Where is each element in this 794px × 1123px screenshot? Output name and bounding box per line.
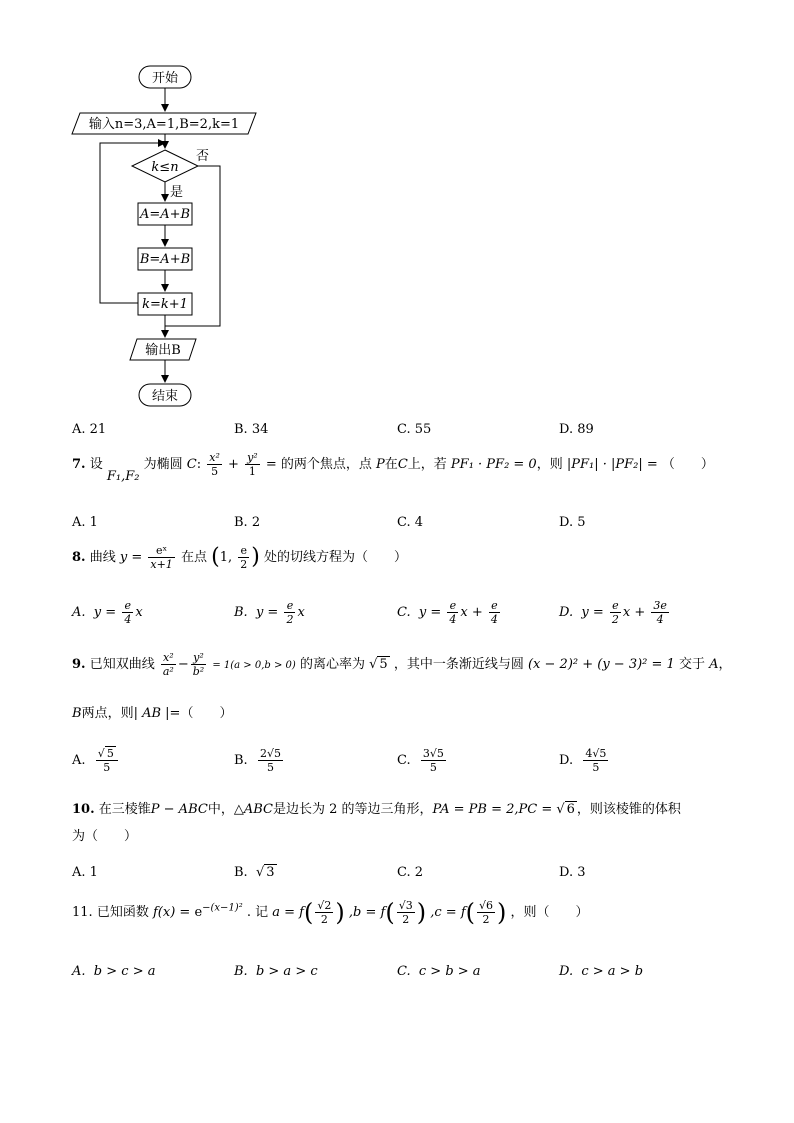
flow-step1-label: A=A+B <box>139 207 191 222</box>
q7-text4: ，则 <box>536 457 563 472</box>
q7-eq-equals: = <box>265 457 277 472</box>
q8-option-a[interactable]: A. y = $\frac{e}{4}$ x <box>72 599 143 626</box>
q10-option-b[interactable]: B. √ 3 <box>234 865 275 880</box>
q9-post1: ，其中一条渐近线与圆 <box>393 657 524 672</box>
q10-stem-line2: 为（ ） <box>72 829 138 844</box>
q7-option-c[interactable]: C. 4 <box>397 515 424 530</box>
q8-number: 8. <box>72 550 86 565</box>
q8-y-eq: y = <box>119 550 143 565</box>
q8-point-frac: $\frac{e}{2}$ <box>240 544 248 571</box>
q8-option-d[interactable]: D. y = $\frac{e}{2}$ x + $\frac{3e}{4}$ <box>559 599 667 626</box>
q6-option-d[interactable]: D. 89 <box>559 422 594 437</box>
q6-option-c[interactable]: C. 55 <box>397 422 432 437</box>
q7-paren: （ ） <box>661 457 714 472</box>
q7-c-label-2: C <box>397 457 408 472</box>
q7-option-a[interactable]: A. 1 <box>72 515 98 530</box>
q7-eq-y-frac: $\frac{\text{y²}}{1}$ <box>247 451 258 478</box>
flow-end-label: 结束 <box>151 389 179 404</box>
flow-step3-label: k=k+1 <box>142 297 188 312</box>
flowchart <box>0 0 794 420</box>
flow-no-label: 否 <box>196 149 210 164</box>
q9-post2: 交于 <box>678 657 705 672</box>
q7-text-pre: 设 <box>89 457 103 472</box>
q9-pre: 已知双曲线 <box>89 657 155 672</box>
q7-eq-plus: + <box>228 457 239 472</box>
q9-y-frac: $\frac{\text{y²}}{\text{b²}}$ <box>192 651 205 678</box>
q9-stem-line2: B两点，则| AB |=（ ） <box>72 706 233 721</box>
flow-start-label: 开始 <box>151 71 179 86</box>
q7-stem: 7. 设 F₁,F₂ 为椭圆 C: $\frac{\text{x²}}{5}$ + $\frac{\text{y²}}{1}$ = 的两个焦点，点 P在C上，若 PF₁ · PF₂ = 0，则 |PF₁| · |PF₂| = （ ） <box>72 451 714 484</box>
q8-point-1: 1, <box>219 550 233 565</box>
q10-stem: 10. 在三棱锥P − ABC中，△ABC是边长为 2 的等边三角形，PA = PB = 2,PC = √ 6 ，则该棱锥的体积 <box>72 802 681 817</box>
q9-sqrt5: √ 5 <box>369 657 388 672</box>
q9-option-b[interactable]: B. $\frac{2√5}{5}$ <box>234 747 281 774</box>
q8-curve-frac: $\frac{\text{eˣ}}{x+1}$ <box>150 544 173 571</box>
q11-option-a[interactable]: A. b > c > a <box>72 964 156 979</box>
q11-option-b[interactable]: B. b > a > c <box>234 964 318 979</box>
q7-text1: 的两个焦点，点 <box>280 457 372 472</box>
q7-text3: 上，若 <box>407 457 447 472</box>
q7-foci: F₁,F₂ <box>106 469 140 484</box>
q7-text-mid: 为椭圆 <box>143 457 183 472</box>
q9-a-point: A <box>709 657 719 672</box>
q9-stem: 9. 已知双曲线 $\frac{\text{x²}}{\text{a²}}$ − $\frac{\text{y²}}{\text{b²}}$ = 1(a > 0,b > 0) 的离心率为 √ 5 ，其中一条渐近线与圆 (x − 2)² + (y − 3)² = 1 交于 A， <box>72 651 732 678</box>
flow-yes-label: 是 <box>170 185 184 200</box>
q11-option-c[interactable]: C. c > b > a <box>397 964 481 979</box>
flow-condition-label: k≤n <box>151 160 179 175</box>
q11-number: 11. <box>72 905 93 920</box>
q11-option-d[interactable]: D. c > a > b <box>559 964 644 979</box>
q7-option-b[interactable]: B. 2 <box>234 515 261 530</box>
q8-pre: 曲线 <box>89 550 116 565</box>
q9-number: 9. <box>72 657 86 672</box>
q7-option-d[interactable]: D. 5 <box>559 515 586 530</box>
q9-cond: = 1(a > 0,b > 0) <box>212 660 296 671</box>
q9-option-c[interactable]: C. $\frac{3√5}{5}$ <box>397 747 444 774</box>
q7-abs-expr: |PF₁| · |PF₂| = <box>566 457 658 472</box>
q10-option-a[interactable]: A. 1 <box>72 865 98 880</box>
q8-option-c[interactable]: C. y = $\frac{e}{4}$ x + $\frac{e}{4}$ <box>397 599 498 626</box>
q9-mid: 的离心率为 <box>299 657 365 672</box>
q7-p: P <box>376 457 385 472</box>
flow-output-label: 输出B <box>145 343 181 358</box>
q8-mid: 在点 <box>180 550 207 565</box>
q10-option-c[interactable]: C. 2 <box>397 865 424 880</box>
q6-option-a[interactable]: A. 21 <box>72 422 107 437</box>
q8-option-b[interactable]: B. y = $\frac{e}{2}$ x <box>234 599 305 626</box>
q7-number: 7. <box>72 457 86 472</box>
q9-x-frac: $\frac{\text{x²}}{\text{a²}}$ <box>162 651 174 678</box>
q8-post: 处的切线方程为（ ） <box>263 550 407 565</box>
q7-eq-x-frac: $\frac{\text{x²}}{5}$ <box>209 451 220 478</box>
q7-dot-expr: PF₁ · PF₂ = 0 <box>450 457 537 472</box>
q7-text2: 在 <box>384 457 398 472</box>
q10-option-d[interactable]: D. 3 <box>559 865 586 880</box>
flow-input-label: 输入n=3,A=1,B=2,k=1 <box>88 117 240 132</box>
q9-option-a[interactable]: A. $\frac{√ 5}{5}$ <box>72 748 120 773</box>
q7-c-label: C <box>186 457 197 472</box>
q10-number: 10. <box>72 802 95 817</box>
q11-stem: 11. 已知函数 $f(x) = e^{-(x-1)^2}$ . 记 a = f( $\frac{√2}{2}$ ) ,b = f( $\frac{√3}{2}$ ) ,c = f( $\frac{√6}{2}$ ) ，则（ ） <box>72 898 589 927</box>
q9-option-d[interactable]: D. $\frac{4√5}{5}$ <box>559 747 607 774</box>
q6-option-b[interactable]: B. 34 <box>234 422 269 437</box>
q8-stem: 8. 曲线 y = $\frac{\text{eˣ}}{x+1}$ 在点 (1, $\frac{e}{2}$ ) 处的切线方程为（ ） <box>72 544 407 571</box>
flow-step2-label: B=A+B <box>139 252 191 267</box>
q9-circle: (x − 2)² + (y − 3)² = 1 <box>527 657 675 672</box>
